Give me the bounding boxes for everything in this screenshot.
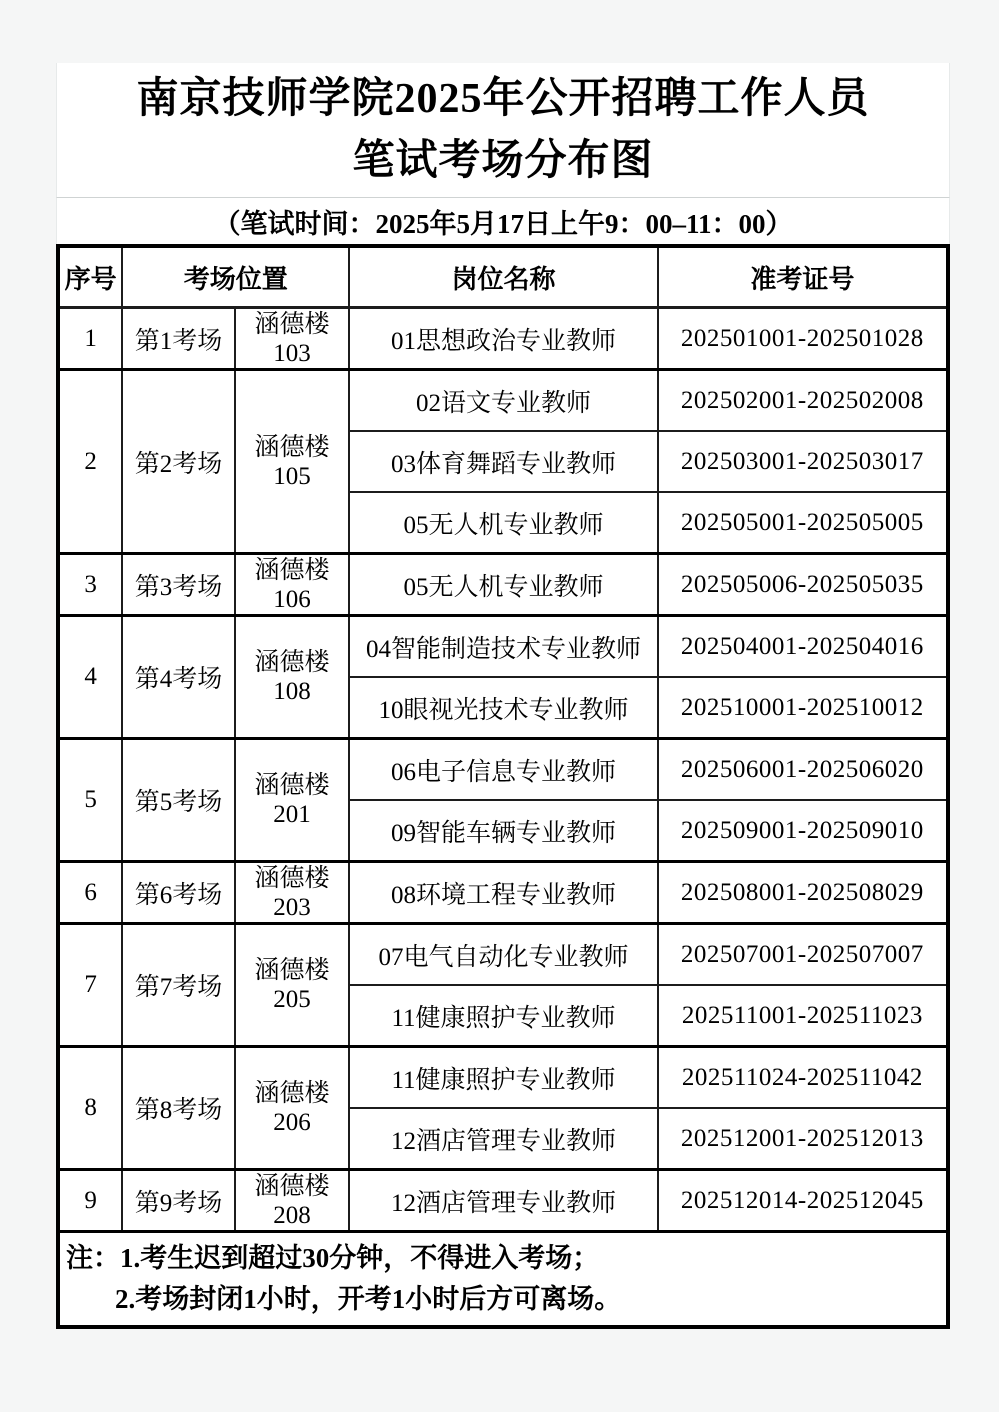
cell-ticket-range: 202505001-202505005 [658, 492, 948, 554]
title-line-2: 笔试考场分布图 [352, 138, 654, 184]
cell-position-name: 01思想政治专业教师 [349, 308, 657, 370]
building-name: 涵德楼 [254, 772, 330, 799]
table-row [58, 1047, 948, 1109]
room-number: 103 [273, 339, 311, 367]
room-number: 105 [273, 462, 311, 490]
cell-seq-number: 4 [58, 616, 122, 739]
table-row [58, 370, 948, 432]
cell-building-room [235, 616, 350, 739]
exam-room-table [56, 244, 950, 1329]
cell-position-name: 12酒店管理专业教师 [349, 1170, 657, 1232]
table-row [58, 1170, 948, 1232]
header-location: 考场位置 [122, 246, 349, 308]
cell-position-name: 12酒店管理专业教师 [349, 1108, 657, 1170]
cell-building-room [235, 924, 350, 1047]
room-number: 106 [273, 585, 311, 613]
cell-exam-room: 第8考场 [122, 1047, 235, 1170]
cell-ticket-range: 202510001-202510012 [658, 677, 948, 739]
cell-exam-room: 第5考场 [122, 739, 235, 862]
building-name: 涵德楼 [254, 433, 330, 461]
cell-position-name: 07电气自动化专业教师 [349, 924, 657, 986]
building-name: 涵德楼 [254, 1080, 330, 1107]
cell-ticket-range: 202511001-202511023 [658, 985, 948, 1047]
table-row [58, 924, 948, 986]
room-number: 201 [273, 801, 311, 828]
table-body [58, 308, 948, 1232]
building-name: 涵德楼 [254, 310, 330, 338]
cell-building-room [235, 554, 350, 616]
cell-ticket-range: 202507001-202507007 [658, 924, 948, 986]
notes-row [58, 1232, 948, 1328]
cell-building-room [235, 739, 350, 862]
cell-seq-number: 6 [58, 862, 122, 924]
cell-position-name: 05无人机专业教师 [349, 554, 657, 616]
exam-time-subtitle: （笔试时间：2025年5月17日上午9：00–11：00） [56, 197, 950, 244]
cell-exam-room: 第6考场 [122, 862, 235, 924]
cell-exam-room: 第9考场 [122, 1170, 235, 1232]
cell-building-room [235, 1170, 350, 1232]
building-name: 涵德楼 [254, 864, 330, 892]
cell-building-room [235, 370, 350, 554]
cell-exam-room: 第2考场 [122, 370, 235, 554]
cell-ticket-range: 202505006-202505035 [658, 554, 948, 616]
cell-seq-number: 5 [58, 739, 122, 862]
cell-seq-number: 9 [58, 1170, 122, 1232]
cell-ticket-range: 202503001-202503017 [658, 431, 948, 492]
cell-ticket-range: 202512014-202512045 [658, 1170, 948, 1232]
cell-position-name: 02语文专业教师 [349, 370, 657, 432]
room-number: 203 [273, 893, 311, 921]
table-row [58, 308, 948, 370]
cell-ticket-range: 202511024-202511042 [658, 1047, 948, 1109]
building-name: 涵德楼 [254, 957, 330, 984]
cell-building-room [235, 308, 350, 370]
cell-position-name: 03体育舞蹈专业教师 [349, 431, 657, 492]
table-row [58, 554, 948, 616]
cell-exam-room: 第3考场 [122, 554, 235, 616]
cell-building-room [235, 1047, 350, 1170]
cell-ticket-range: 202509001-202509010 [658, 800, 948, 862]
notes-cell [58, 1232, 948, 1328]
cell-ticket-range: 202504001-202504016 [658, 616, 948, 678]
note-line-1: 注：1.考生迟到超过30分钟，不得进入考场； [66, 1243, 600, 1273]
cell-ticket-range: 202501001-202501028 [658, 308, 948, 370]
note-line-2: 2.考场封闭1小时，开考1小时后方可离场。 [115, 1284, 622, 1314]
room-number: 108 [273, 678, 311, 705]
document-title [56, 63, 950, 197]
cell-position-name: 06电子信息专业教师 [349, 739, 657, 801]
cell-seq-number: 7 [58, 924, 122, 1047]
cell-position-name: 11健康照护专业教师 [349, 1047, 657, 1109]
title-line-1: 南京技师学院2025年公开招聘工作人员 [136, 76, 870, 122]
header-ticket: 准考证号 [658, 246, 948, 308]
header-seq: 序号 [58, 246, 122, 308]
building-name: 涵德楼 [254, 1172, 330, 1200]
table-header-row [58, 246, 948, 308]
building-name: 涵德楼 [254, 649, 330, 676]
cell-position-name: 10眼视光技术专业教师 [349, 677, 657, 739]
cell-ticket-range: 202508001-202508029 [658, 862, 948, 924]
cell-position-name: 11健康照护专业教师 [349, 985, 657, 1047]
cell-position-name: 05无人机专业教师 [349, 492, 657, 554]
cell-position-name: 08环境工程专业教师 [349, 862, 657, 924]
cell-ticket-range: 202502001-202502008 [658, 370, 948, 432]
table-row [58, 739, 948, 801]
table-row [58, 862, 948, 924]
cell-seq-number: 2 [58, 370, 122, 554]
cell-building-room [235, 862, 350, 924]
cell-seq-number: 1 [58, 308, 122, 370]
cell-position-name: 09智能车辆专业教师 [349, 800, 657, 862]
building-name: 涵德楼 [254, 556, 330, 584]
cell-seq-number: 8 [58, 1047, 122, 1170]
cell-exam-room: 第4考场 [122, 616, 235, 739]
cell-ticket-range: 202506001-202506020 [658, 739, 948, 801]
header-position: 岗位名称 [349, 246, 657, 308]
cell-position-name: 04智能制造技术专业教师 [349, 616, 657, 678]
cell-exam-room: 第7考场 [122, 924, 235, 1047]
cell-exam-room: 第1考场 [122, 308, 235, 370]
room-number: 205 [273, 986, 311, 1013]
cell-seq-number: 3 [58, 554, 122, 616]
cell-ticket-range: 202512001-202512013 [658, 1108, 948, 1170]
room-number: 208 [273, 1201, 311, 1229]
document-content [56, 63, 950, 1329]
table-row [58, 616, 948, 678]
room-number: 206 [273, 1109, 311, 1136]
